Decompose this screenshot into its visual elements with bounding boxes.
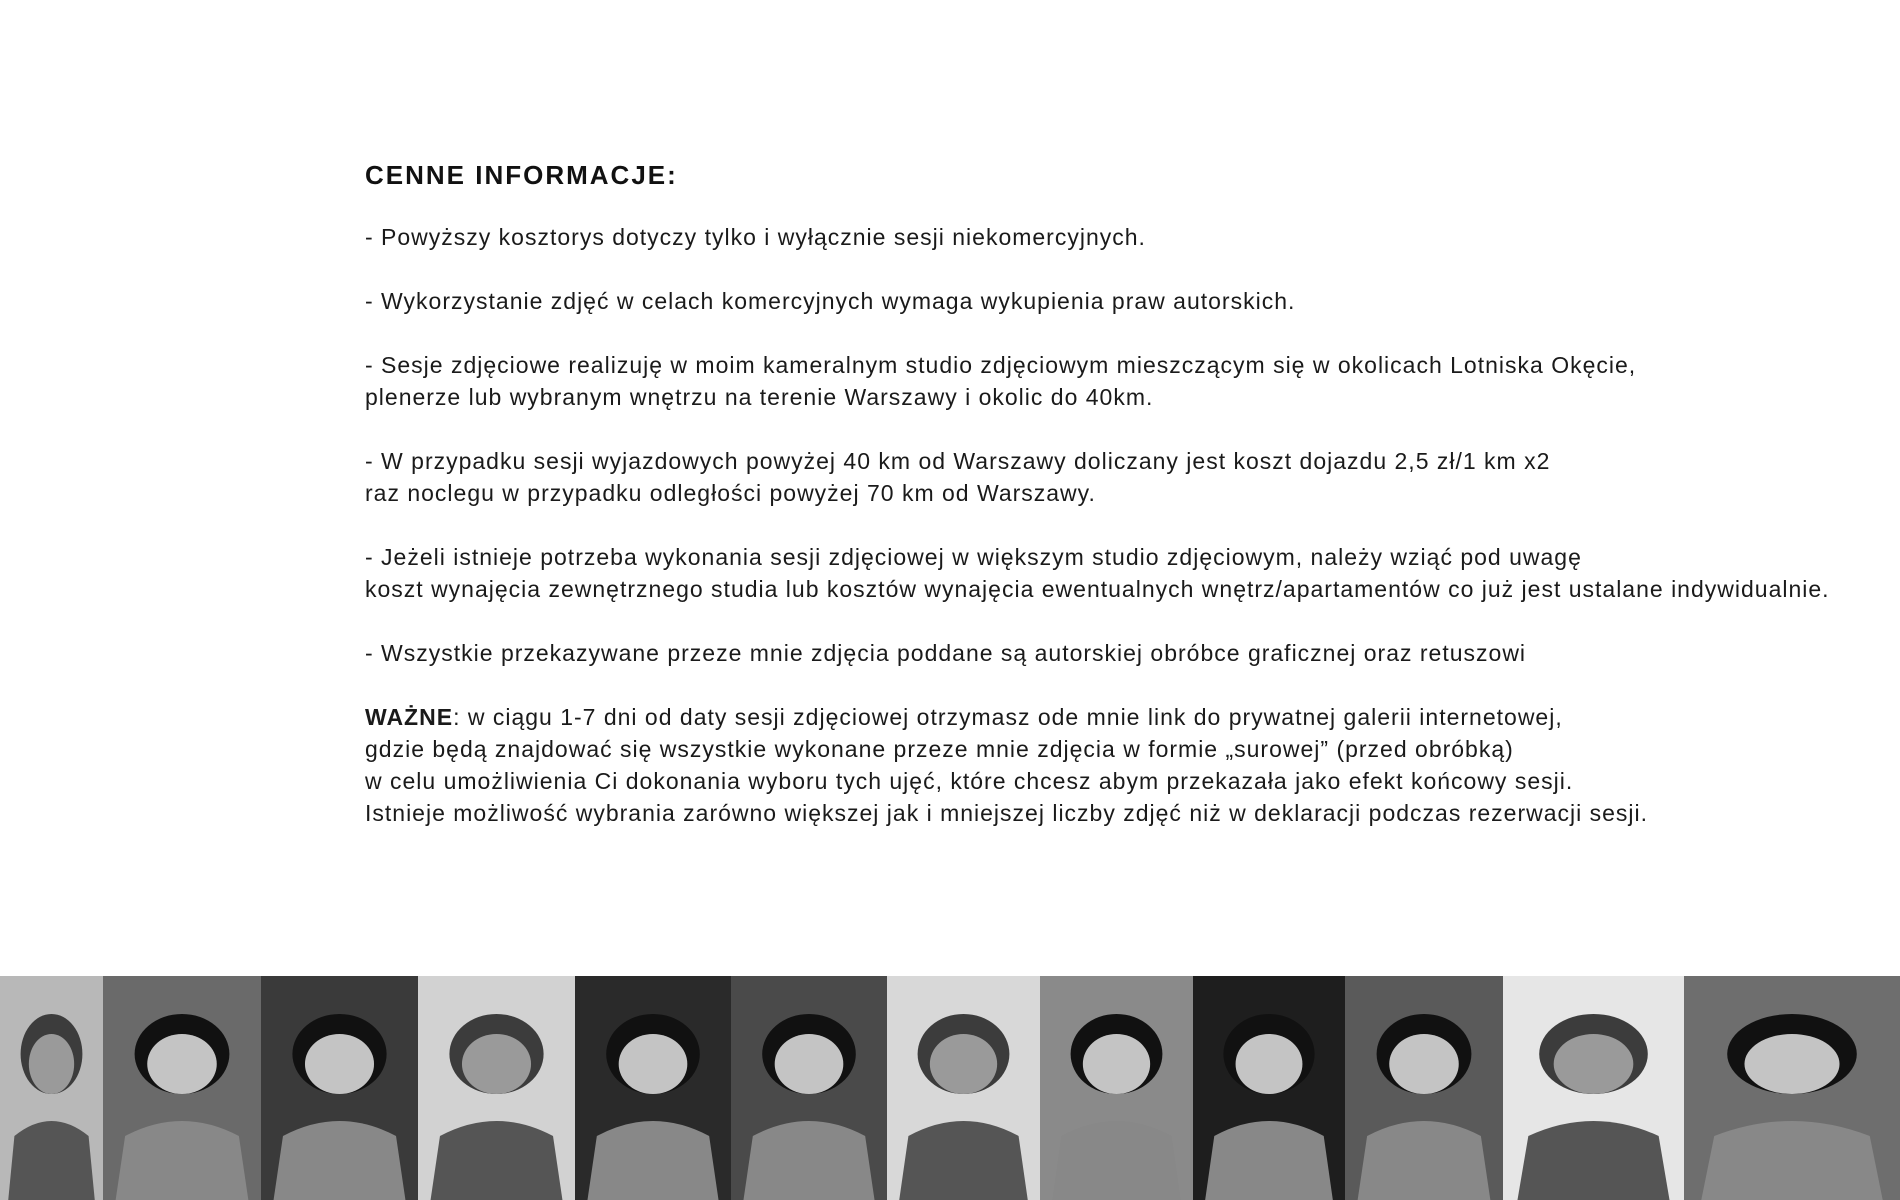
portrait-blonde-fur [1503, 976, 1684, 1200]
portrait-gallery-strip [0, 976, 1900, 1200]
section-heading: CENNE INFORMACJE: [365, 160, 678, 190]
portrait-woman-studio [887, 976, 1040, 1200]
important-text: : w ciągu 1-7 dni od daty sesji zdjęciowej otrzymasz ode mnie link do prywatnej galerii internetowej, [453, 704, 1563, 730]
info-line: raz noclegu w przypadku odległości powyżej 70 km od Warszawy. [365, 480, 1096, 506]
info-paragraph-2 [365, 285, 1885, 317]
portrait-man-field [103, 976, 261, 1200]
info-paragraph-4 [365, 445, 1885, 509]
important-first-line [365, 701, 1885, 733]
portrait-woman-turtleneck [418, 976, 575, 1200]
info-line: plenerze lub wybranym wnętrzu na terenie Warszawy i okolic do 40km. [365, 384, 1154, 410]
info-line: - Sesje zdjęciowe realizuję w moim kameralnym studio zdjęciowym mieszczącym się w okolicach Lotniska Okęcie, [365, 352, 1637, 378]
info-line: - Wszystkie przekazywane przeze mnie zdjęcia poddane są autorskiej obróbce graficznej oraz retuszowi [365, 640, 1527, 666]
portrait-man-hood [575, 976, 731, 1200]
portrait-woman-stars-headscarf [261, 976, 418, 1200]
important-label: WAŻNE [365, 704, 454, 730]
info-paragraph-3 [365, 349, 1885, 413]
important-line: w celu umożliwienia Ci dokonania wyboru tych ujęć, które chcesz abym przekazała jako efekt końcowy sesji. [365, 768, 1574, 794]
info-paragraph-5 [365, 541, 1885, 605]
important-line: gdzie będą znajdować się wszystkie wykonane przeze mnie zdjęcia w formie „surowej” (przed obróbką) [365, 736, 1514, 762]
portrait-woman-long-hair [731, 976, 887, 1200]
important-note [365, 701, 1885, 829]
info-section [365, 160, 1885, 861]
portrait-woman-crystal-glasses [1040, 976, 1193, 1200]
portrait-woman-flag-interior [1345, 976, 1503, 1200]
info-line: - W przypadku sesji wyjazdowych powyżej 40 km od Warszawy doliczany jest koszt dojazdu 2,5 zł/1 km x2 [365, 448, 1551, 474]
info-line: - Jeżeli istnieje potrzeba wykonania sesji zdjęciowej w większym studio zdjęciowym, należy wziąć pod uwagę [365, 544, 1582, 570]
portrait-blonde-sweater [0, 976, 103, 1200]
portrait-man-cap-tattoo [1193, 976, 1345, 1200]
info-paragraph-6 [365, 637, 1885, 669]
info-paragraph-1 [365, 221, 1885, 253]
info-line: koszt wynajęcia zewnętrznego studia lub kosztów wynajęcia ewentualnych wnętrz/apartamentów co już jest ustalane indywidualnie. [365, 576, 1830, 602]
important-line: Istnieje możliwość wybrania zarówno większej jak i mniejszej liczby zdjęć niż w deklaracji podczas rezerwacji sesji. [365, 800, 1649, 826]
info-line: - Powyższy kosztorys dotyczy tylko i wyłącznie sesji niekomercyjnych. [365, 224, 1146, 250]
portrait-wedding-couple [1684, 976, 1900, 1200]
info-line: - Wykorzystanie zdjęć w celach komercyjnych wymaga wykupienia praw autorskich. [365, 288, 1296, 314]
